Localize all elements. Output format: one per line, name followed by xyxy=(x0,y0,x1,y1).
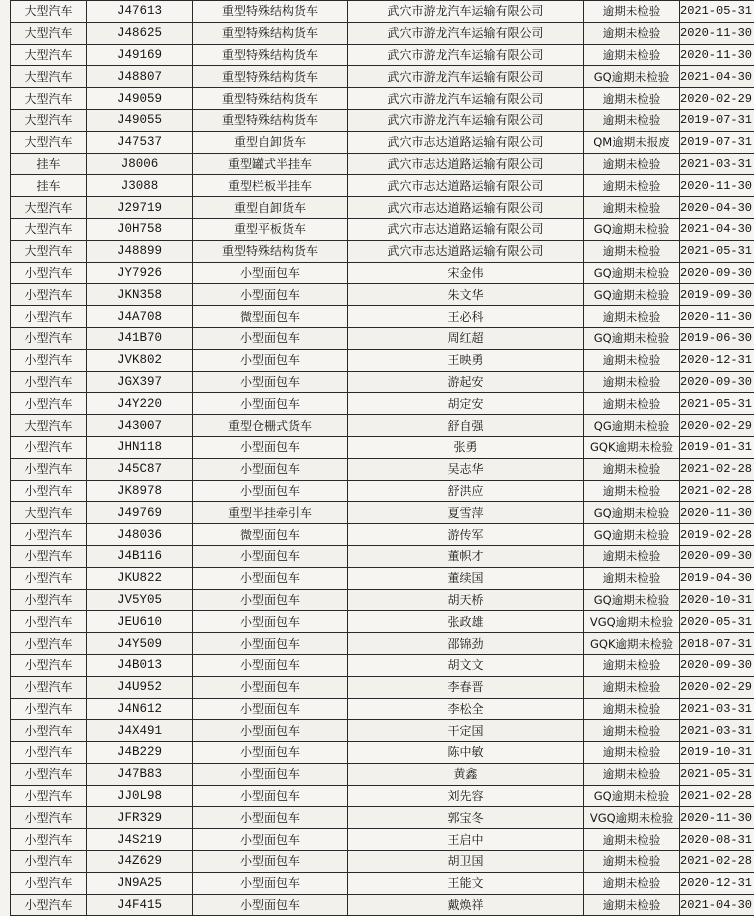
table-row xyxy=(11,349,754,371)
vehicle-class-cell: 小型面包车 xyxy=(193,807,348,829)
plate-number-cell: J49769 xyxy=(87,502,193,524)
plate-number-cell: JFR329 xyxy=(87,807,193,829)
table-row xyxy=(11,851,754,873)
status-cell: GQ逾期未检验 xyxy=(584,218,680,240)
plate-number-cell: JK8978 xyxy=(87,480,193,502)
table-row xyxy=(11,284,754,306)
date-cell: 2018-07-31 xyxy=(680,633,754,655)
owner-cell: 张勇 xyxy=(348,436,584,458)
plate-number-cell: JEU610 xyxy=(87,611,193,633)
date-cell: 2020-04-30 xyxy=(680,197,754,219)
table-row xyxy=(11,88,754,110)
table-row xyxy=(11,676,754,698)
status-cell: 逾期未检验 xyxy=(584,698,680,720)
plate-number-cell: J4A708 xyxy=(87,306,193,328)
owner-cell: 武穴市志达道路运输有限公司 xyxy=(348,197,584,219)
status-cell: 逾期未检验 xyxy=(584,22,680,44)
table-row xyxy=(11,894,754,916)
table-row xyxy=(11,393,754,415)
vehicle-type-cell: 大型汽车 xyxy=(11,1,87,23)
date-cell: 2020-11-30 xyxy=(680,502,754,524)
status-cell: 逾期未检验 xyxy=(584,240,680,262)
plate-number-cell: J49059 xyxy=(87,88,193,110)
status-cell: QG逾期未检验 xyxy=(584,415,680,437)
table-row xyxy=(11,415,754,437)
table-row xyxy=(11,458,754,480)
vehicle-class-cell: 重型特殊结构货车 xyxy=(193,109,348,131)
date-cell: 2021-03-31 xyxy=(680,153,754,175)
vehicle-type-cell: 小型汽车 xyxy=(11,371,87,393)
vehicle-type-cell: 小型汽车 xyxy=(11,306,87,328)
vehicle-class-cell: 小型面包车 xyxy=(193,676,348,698)
owner-cell: 李春晋 xyxy=(348,676,584,698)
status-cell: 逾期未检验 xyxy=(584,872,680,894)
date-cell: 2021-05-31 xyxy=(680,393,754,415)
vehicle-type-cell: 小型汽车 xyxy=(11,611,87,633)
vehicle-class-cell: 小型面包车 xyxy=(193,327,348,349)
status-cell: GQ逾期未检验 xyxy=(584,524,680,546)
owner-cell: 干定国 xyxy=(348,720,584,742)
date-cell: 2019-07-31 xyxy=(680,109,754,131)
plate-number-cell: J4B013 xyxy=(87,654,193,676)
status-cell: 逾期未检验 xyxy=(584,720,680,742)
plate-number-cell: JN9A25 xyxy=(87,872,193,894)
owner-cell: 黄鑫 xyxy=(348,763,584,785)
vehicle-class-cell: 小型面包车 xyxy=(193,654,348,676)
date-cell: 2021-02-28 xyxy=(680,785,754,807)
owner-cell: 武穴市游龙汽车运输有限公司 xyxy=(348,22,584,44)
owner-cell: 朱文华 xyxy=(348,284,584,306)
vehicle-type-cell: 小型汽车 xyxy=(11,742,87,764)
plate-number-cell: J4F415 xyxy=(87,894,193,916)
plate-number-cell: J49055 xyxy=(87,109,193,131)
table-row xyxy=(11,22,754,44)
status-cell: 逾期未检验 xyxy=(584,393,680,415)
status-cell: 逾期未检验 xyxy=(584,349,680,371)
vehicle-class-cell: 小型面包车 xyxy=(193,284,348,306)
vehicle-class-cell: 小型面包车 xyxy=(193,872,348,894)
vehicle-type-cell: 大型汽车 xyxy=(11,415,87,437)
vehicle-type-cell: 小型汽车 xyxy=(11,851,87,873)
date-cell: 2021-02-28 xyxy=(680,480,754,502)
vehicle-type-cell: 小型汽车 xyxy=(11,480,87,502)
vehicle-type-cell: 小型汽车 xyxy=(11,894,87,916)
vehicle-class-cell: 小型面包车 xyxy=(193,393,348,415)
vehicle-class-cell: 小型面包车 xyxy=(193,763,348,785)
date-cell: 2019-04-30 xyxy=(680,567,754,589)
table-row xyxy=(11,829,754,851)
owner-cell: 张政雄 xyxy=(348,611,584,633)
table-row xyxy=(11,306,754,328)
owner-cell: 武穴市游龙汽车运输有限公司 xyxy=(348,66,584,88)
vehicle-type-cell: 小型汽车 xyxy=(11,720,87,742)
vehicle-table-body xyxy=(11,1,754,916)
owner-cell: 武穴市游龙汽车运输有限公司 xyxy=(348,44,584,66)
status-cell: 逾期未检验 xyxy=(584,654,680,676)
vehicle-class-cell: 重型特殊结构货车 xyxy=(193,88,348,110)
table-row xyxy=(11,502,754,524)
vehicle-type-cell: 大型汽车 xyxy=(11,22,87,44)
owner-cell: 胡文文 xyxy=(348,654,584,676)
table-row xyxy=(11,197,754,219)
plate-number-cell: J4Z629 xyxy=(87,851,193,873)
status-cell: 逾期未检验 xyxy=(584,44,680,66)
status-cell: GQ逾期未检验 xyxy=(584,502,680,524)
date-cell: 2020-09-30 xyxy=(680,654,754,676)
vehicle-class-cell: 重型特殊结构货车 xyxy=(193,66,348,88)
table-row xyxy=(11,153,754,175)
vehicle-type-cell: 小型汽车 xyxy=(11,567,87,589)
date-cell: 2021-05-31 xyxy=(680,763,754,785)
plate-number-cell: J48807 xyxy=(87,66,193,88)
owner-cell: 王必科 xyxy=(348,306,584,328)
vehicle-class-cell: 小型面包车 xyxy=(193,698,348,720)
plate-number-cell: J45C87 xyxy=(87,458,193,480)
owner-cell: 武穴市志达道路运输有限公司 xyxy=(348,131,584,153)
owner-cell: 夏雪萍 xyxy=(348,502,584,524)
date-cell: 2020-10-31 xyxy=(680,589,754,611)
vehicle-type-cell: 小型汽车 xyxy=(11,633,87,655)
date-cell: 2020-09-30 xyxy=(680,545,754,567)
vehicle-class-cell: 重型特殊结构货车 xyxy=(193,22,348,44)
owner-cell: 胡定安 xyxy=(348,393,584,415)
plate-number-cell: J47B83 xyxy=(87,763,193,785)
plate-number-cell: J4N612 xyxy=(87,698,193,720)
owner-cell: 宋金伟 xyxy=(348,262,584,284)
status-cell: 逾期未检验 xyxy=(584,545,680,567)
vehicle-type-cell: 大型汽车 xyxy=(11,66,87,88)
status-cell: 逾期未检验 xyxy=(584,153,680,175)
owner-cell: 王映勇 xyxy=(348,349,584,371)
vehicle-class-cell: 小型面包车 xyxy=(193,436,348,458)
plate-number-cell: JY7926 xyxy=(87,262,193,284)
date-cell: 2020-09-30 xyxy=(680,262,754,284)
date-cell: 2020-11-30 xyxy=(680,175,754,197)
vehicle-class-cell: 小型面包车 xyxy=(193,742,348,764)
vehicle-class-cell: 小型面包车 xyxy=(193,611,348,633)
plate-number-cell: J4B229 xyxy=(87,742,193,764)
date-cell: 2021-02-28 xyxy=(680,458,754,480)
status-cell: VGQ逾期未检验 xyxy=(584,807,680,829)
status-cell: 逾期未检验 xyxy=(584,480,680,502)
status-cell: VGQ逾期未检验 xyxy=(584,611,680,633)
vehicle-class-cell: 小型面包车 xyxy=(193,829,348,851)
date-cell: 2019-06-30 xyxy=(680,327,754,349)
table-row xyxy=(11,175,754,197)
owner-cell: 舒洪应 xyxy=(348,480,584,502)
plate-number-cell: J4Y509 xyxy=(87,633,193,655)
vehicle-class-cell: 微型面包车 xyxy=(193,524,348,546)
table-row xyxy=(11,698,754,720)
status-cell: GQ逾期未检验 xyxy=(584,327,680,349)
date-cell: 2021-04-30 xyxy=(680,218,754,240)
owner-cell: 吴志华 xyxy=(348,458,584,480)
owner-cell: 武穴市志达道路运输有限公司 xyxy=(348,218,584,240)
plate-number-cell: J48899 xyxy=(87,240,193,262)
status-cell: GQK逾期未检验 xyxy=(584,436,680,458)
date-cell: 2019-02-28 xyxy=(680,524,754,546)
plate-number-cell: JHN118 xyxy=(87,436,193,458)
table-row xyxy=(11,1,754,23)
plate-number-cell: J41B70 xyxy=(87,327,193,349)
date-cell: 2020-02-29 xyxy=(680,415,754,437)
owner-cell: 董续国 xyxy=(348,567,584,589)
vehicle-type-cell: 小型汽车 xyxy=(11,763,87,785)
vehicle-type-cell: 大型汽车 xyxy=(11,44,87,66)
vehicle-type-cell: 小型汽车 xyxy=(11,785,87,807)
vehicle-type-cell: 小型汽车 xyxy=(11,436,87,458)
status-cell: GQ逾期未检验 xyxy=(584,785,680,807)
vehicle-class-cell: 小型面包车 xyxy=(193,545,348,567)
plate-number-cell: J4S219 xyxy=(87,829,193,851)
owner-cell: 舒自强 xyxy=(348,415,584,437)
owner-cell: 李松全 xyxy=(348,698,584,720)
table-row xyxy=(11,524,754,546)
table-row xyxy=(11,589,754,611)
vehicle-class-cell: 重型罐式半挂车 xyxy=(193,153,348,175)
status-cell: 逾期未检验 xyxy=(584,458,680,480)
vehicle-type-cell: 大型汽车 xyxy=(11,88,87,110)
status-cell: 逾期未检验 xyxy=(584,763,680,785)
table-row xyxy=(11,545,754,567)
status-cell: 逾期未检验 xyxy=(584,567,680,589)
owner-cell: 胡天桥 xyxy=(348,589,584,611)
date-cell: 2021-04-30 xyxy=(680,66,754,88)
owner-cell: 刘先容 xyxy=(348,785,584,807)
vehicle-class-cell: 重型特殊结构货车 xyxy=(193,240,348,262)
vehicle-class-cell: 重型自卸货车 xyxy=(193,197,348,219)
status-cell: 逾期未检验 xyxy=(584,894,680,916)
date-cell: 2020-12-31 xyxy=(680,349,754,371)
plate-number-cell: J3088 xyxy=(87,175,193,197)
vehicle-type-cell: 小型汽车 xyxy=(11,676,87,698)
vehicle-type-cell: 小型汽车 xyxy=(11,284,87,306)
vehicle-class-cell: 重型栏板半挂车 xyxy=(193,175,348,197)
vehicle-type-cell: 小型汽车 xyxy=(11,393,87,415)
vehicle-type-cell: 小型汽车 xyxy=(11,872,87,894)
date-cell: 2021-05-31 xyxy=(680,1,754,23)
plate-number-cell: J47613 xyxy=(87,1,193,23)
vehicle-class-cell: 重型仓栅式货车 xyxy=(193,415,348,437)
date-cell: 2020-02-29 xyxy=(680,676,754,698)
status-cell: 逾期未检验 xyxy=(584,742,680,764)
table-row xyxy=(11,720,754,742)
date-cell: 2021-03-31 xyxy=(680,720,754,742)
date-cell: 2020-12-31 xyxy=(680,872,754,894)
vehicle-list-sheet xyxy=(10,0,754,877)
vehicle-type-cell: 小型汽车 xyxy=(11,349,87,371)
plate-number-cell: J48625 xyxy=(87,22,193,44)
date-cell: 2021-04-30 xyxy=(680,894,754,916)
plate-number-cell: JGX397 xyxy=(87,371,193,393)
table-row xyxy=(11,763,754,785)
vehicle-type-cell: 小型汽车 xyxy=(11,545,87,567)
table-row xyxy=(11,327,754,349)
date-cell: 2021-03-31 xyxy=(680,698,754,720)
vehicle-type-cell: 小型汽车 xyxy=(11,589,87,611)
status-cell: 逾期未检验 xyxy=(584,109,680,131)
vehicle-class-cell: 重型自卸货车 xyxy=(193,131,348,153)
table-row xyxy=(11,262,754,284)
vehicle-class-cell: 小型面包车 xyxy=(193,894,348,916)
table-row xyxy=(11,109,754,131)
owner-cell: 王能文 xyxy=(348,872,584,894)
vehicle-class-cell: 小型面包车 xyxy=(193,720,348,742)
status-cell: 逾期未检验 xyxy=(584,676,680,698)
owner-cell: 邵锦劲 xyxy=(348,633,584,655)
status-cell: 逾期未检验 xyxy=(584,306,680,328)
status-cell: GQ逾期未检验 xyxy=(584,284,680,306)
vehicle-type-cell: 大型汽车 xyxy=(11,109,87,131)
table-row xyxy=(11,436,754,458)
owner-cell: 周红超 xyxy=(348,327,584,349)
plate-number-cell: J43007 xyxy=(87,415,193,437)
vehicle-type-cell: 大型汽车 xyxy=(11,197,87,219)
vehicle-class-cell: 重型半挂牵引车 xyxy=(193,502,348,524)
plate-number-cell: J29719 xyxy=(87,197,193,219)
owner-cell: 武穴市志达道路运输有限公司 xyxy=(348,153,584,175)
vehicle-type-cell: 挂车 xyxy=(11,175,87,197)
owner-cell: 武穴市游龙汽车运输有限公司 xyxy=(348,1,584,23)
table-row xyxy=(11,654,754,676)
table-row xyxy=(11,371,754,393)
vehicle-type-cell: 小型汽车 xyxy=(11,262,87,284)
date-cell: 2020-05-31 xyxy=(680,611,754,633)
table-row xyxy=(11,480,754,502)
date-cell: 2019-07-31 xyxy=(680,131,754,153)
date-cell: 2020-11-30 xyxy=(680,22,754,44)
plate-number-cell: J8006 xyxy=(87,153,193,175)
plate-number-cell: J4X491 xyxy=(87,720,193,742)
vehicle-type-cell: 小型汽车 xyxy=(11,327,87,349)
vehicle-class-cell: 小型面包车 xyxy=(193,262,348,284)
plate-number-cell: J4B116 xyxy=(87,545,193,567)
vehicle-class-cell: 重型特殊结构货车 xyxy=(193,1,348,23)
plate-number-cell: JKN358 xyxy=(87,284,193,306)
vehicle-class-cell: 小型面包车 xyxy=(193,633,348,655)
table-row xyxy=(11,240,754,262)
vehicle-type-cell: 大型汽车 xyxy=(11,218,87,240)
table-row xyxy=(11,785,754,807)
table-row xyxy=(11,218,754,240)
vehicle-type-cell: 大型汽车 xyxy=(11,131,87,153)
vehicle-class-cell: 小型面包车 xyxy=(193,349,348,371)
plate-number-cell: J0H758 xyxy=(87,218,193,240)
vehicle-type-cell: 小型汽车 xyxy=(11,698,87,720)
owner-cell: 王启中 xyxy=(348,829,584,851)
vehicle-class-cell: 小型面包车 xyxy=(193,851,348,873)
status-cell: GQ逾期未检验 xyxy=(584,262,680,284)
owner-cell: 游传军 xyxy=(348,524,584,546)
plate-number-cell: JVK802 xyxy=(87,349,193,371)
plate-number-cell: J49169 xyxy=(87,44,193,66)
owner-cell: 武穴市志达道路运输有限公司 xyxy=(348,240,584,262)
plate-number-cell: JJ0L98 xyxy=(87,785,193,807)
plate-number-cell: JKU822 xyxy=(87,567,193,589)
owner-cell: 武穴市志达道路运输有限公司 xyxy=(348,175,584,197)
plate-number-cell: JV5Y05 xyxy=(87,589,193,611)
vehicle-type-cell: 小型汽车 xyxy=(11,654,87,676)
owner-cell: 郭宝冬 xyxy=(348,807,584,829)
vehicle-class-cell: 小型面包车 xyxy=(193,589,348,611)
owner-cell: 游起安 xyxy=(348,371,584,393)
status-cell: GQK逾期未检验 xyxy=(584,633,680,655)
date-cell: 2020-08-31 xyxy=(680,829,754,851)
vehicle-class-cell: 小型面包车 xyxy=(193,567,348,589)
plate-number-cell: J47537 xyxy=(87,131,193,153)
owner-cell: 董帜才 xyxy=(348,545,584,567)
owner-cell: 陈中敏 xyxy=(348,742,584,764)
date-cell: 2020-02-29 xyxy=(680,88,754,110)
plate-number-cell: J48036 xyxy=(87,524,193,546)
status-cell: 逾期未检验 xyxy=(584,371,680,393)
table-row xyxy=(11,567,754,589)
plate-number-cell: J4Y220 xyxy=(87,393,193,415)
vehicle-class-cell: 重型特殊结构货车 xyxy=(193,44,348,66)
date-cell: 2021-02-28 xyxy=(680,851,754,873)
vehicle-table xyxy=(10,0,754,916)
table-row xyxy=(11,742,754,764)
date-cell: 2021-05-31 xyxy=(680,240,754,262)
vehicle-type-cell: 小型汽车 xyxy=(11,458,87,480)
owner-cell: 武穴市游龙汽车运输有限公司 xyxy=(348,109,584,131)
vehicle-class-cell: 小型面包车 xyxy=(193,480,348,502)
status-cell: QM逾期未报废 xyxy=(584,131,680,153)
plate-number-cell: J4U952 xyxy=(87,676,193,698)
vehicle-type-cell: 大型汽车 xyxy=(11,240,87,262)
table-row xyxy=(11,66,754,88)
vehicle-type-cell: 小型汽车 xyxy=(11,829,87,851)
date-cell: 2020-11-30 xyxy=(680,44,754,66)
owner-cell: 戴焕祥 xyxy=(348,894,584,916)
status-cell: 逾期未检验 xyxy=(584,829,680,851)
vehicle-class-cell: 小型面包车 xyxy=(193,785,348,807)
table-row xyxy=(11,807,754,829)
table-row xyxy=(11,611,754,633)
vehicle-type-cell: 小型汽车 xyxy=(11,524,87,546)
owner-cell: 胡卫国 xyxy=(348,851,584,873)
table-row xyxy=(11,44,754,66)
status-cell: 逾期未检验 xyxy=(584,197,680,219)
status-cell: 逾期未检验 xyxy=(584,1,680,23)
date-cell: 2019-09-30 xyxy=(680,284,754,306)
vehicle-type-cell: 挂车 xyxy=(11,153,87,175)
date-cell: 2019-01-31 xyxy=(680,436,754,458)
date-cell: 2020-09-30 xyxy=(680,371,754,393)
vehicle-class-cell: 重型平板货车 xyxy=(193,218,348,240)
vehicle-type-cell: 小型汽车 xyxy=(11,807,87,829)
table-row xyxy=(11,633,754,655)
vehicle-class-cell: 小型面包车 xyxy=(193,371,348,393)
status-cell: 逾期未检验 xyxy=(584,175,680,197)
date-cell: 2019-10-31 xyxy=(680,742,754,764)
status-cell: GQ逾期未检验 xyxy=(584,66,680,88)
date-cell: 2020-11-30 xyxy=(680,306,754,328)
vehicle-class-cell: 小型面包车 xyxy=(193,458,348,480)
status-cell: 逾期未检验 xyxy=(584,851,680,873)
vehicle-type-cell: 大型汽车 xyxy=(11,502,87,524)
status-cell: GQ逾期未检验 xyxy=(584,589,680,611)
status-cell: 逾期未检验 xyxy=(584,88,680,110)
table-row xyxy=(11,872,754,894)
table-row xyxy=(11,131,754,153)
owner-cell: 武穴市游龙汽车运输有限公司 xyxy=(348,88,584,110)
date-cell: 2020-11-30 xyxy=(680,807,754,829)
vehicle-class-cell: 微型面包车 xyxy=(193,306,348,328)
